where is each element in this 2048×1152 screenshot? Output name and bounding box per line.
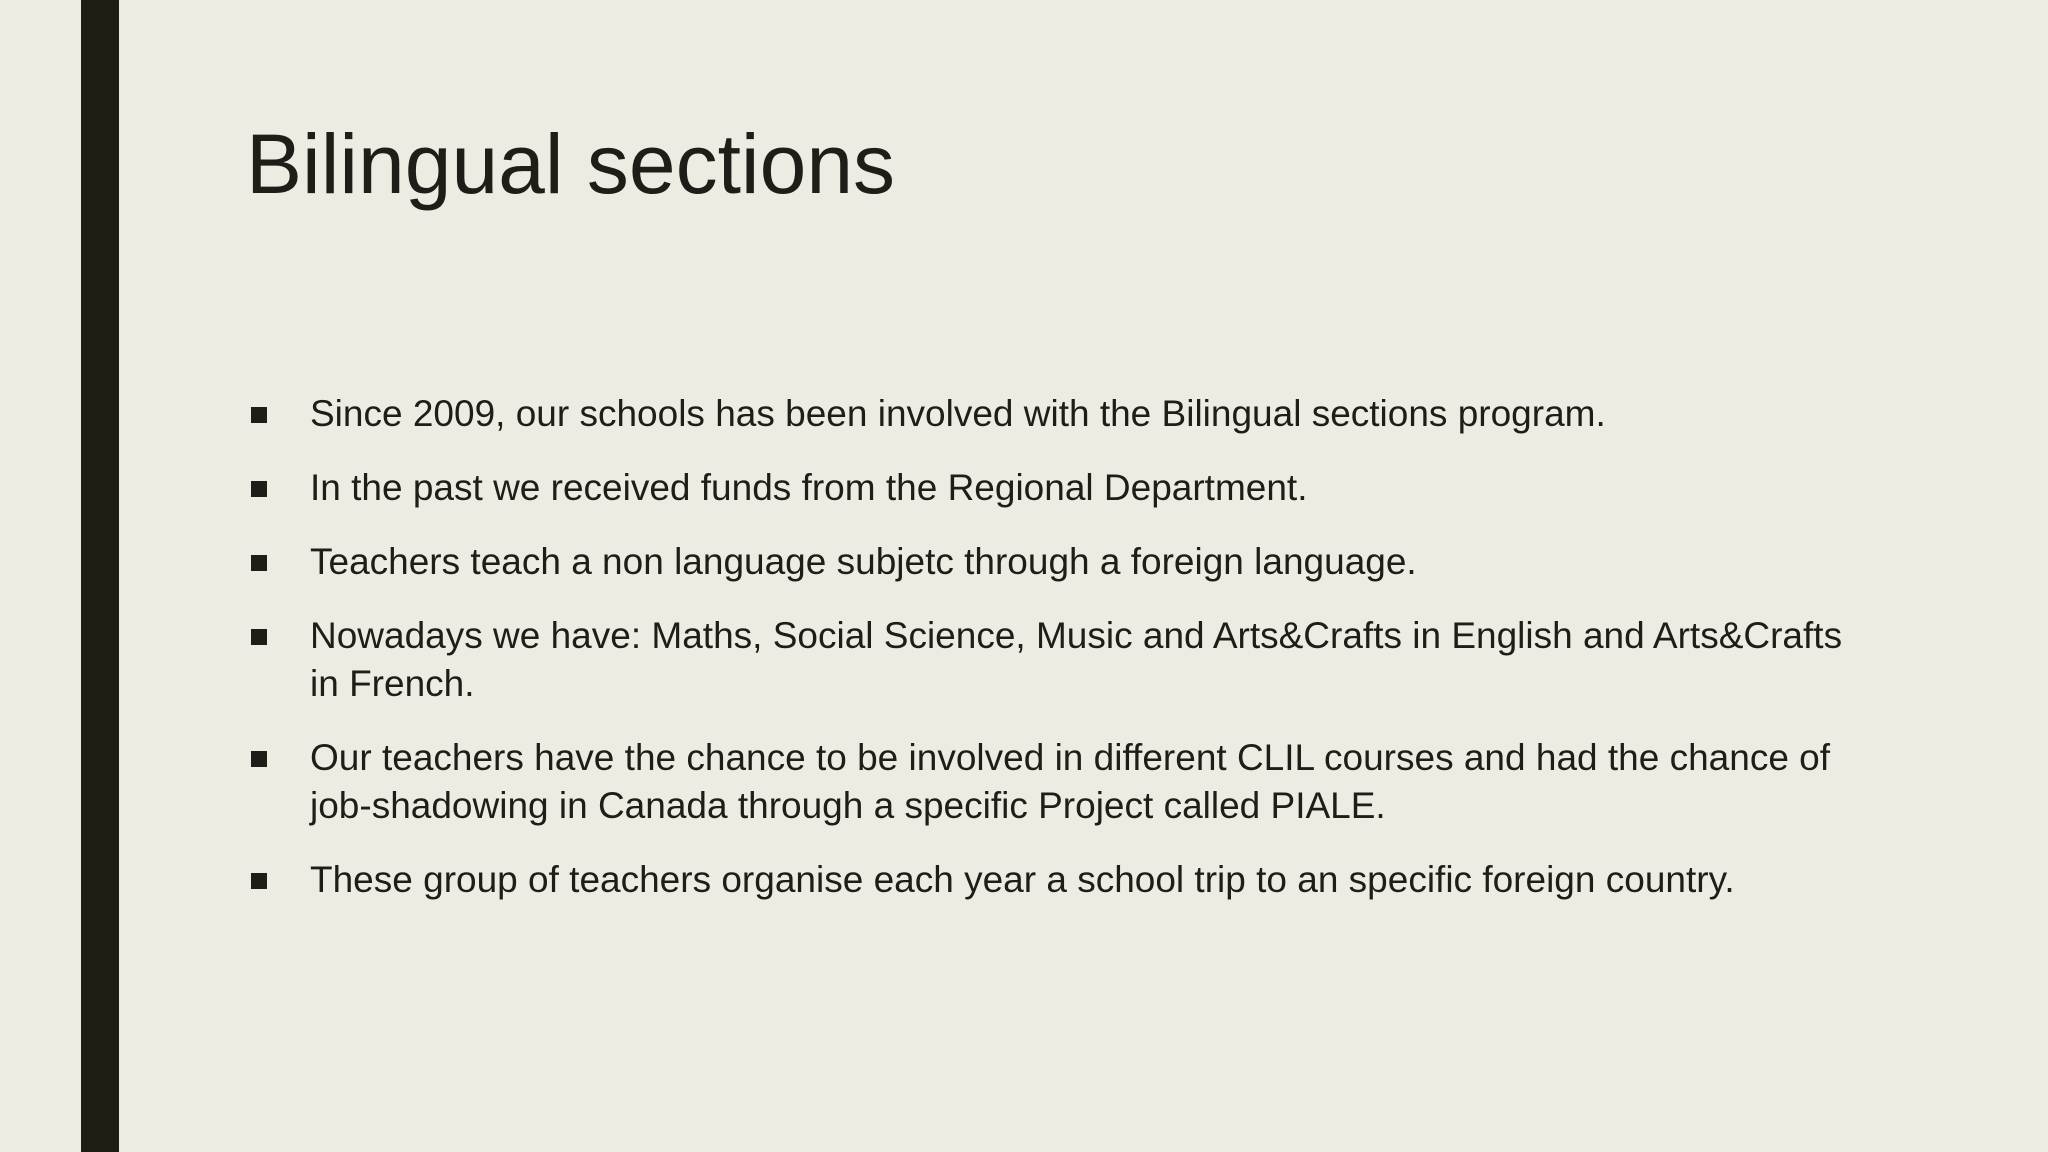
bullet-text: In the past we received funds from the Regional Department. [310, 467, 1308, 508]
slide-title: Bilingual sections [246, 117, 896, 211]
bullet-text: These group of teachers organise each year a school trip to an specific foreign country. [310, 859, 1735, 900]
list-item [246, 856, 1866, 904]
square-bullet-icon [251, 751, 267, 767]
list-item [246, 538, 1866, 586]
bullet-text: Our teachers have the chance to be involved in different CLIL courses and had the chance of job-shadowing in Canada through a specific Project called PIALE. [310, 737, 1831, 826]
bullet-text: Since 2009, our schools has been involved with the Bilingual sections program. [310, 393, 1606, 434]
square-bullet-icon [251, 629, 267, 645]
square-bullet-icon [251, 407, 267, 423]
list-item [246, 734, 1866, 830]
square-bullet-icon [251, 873, 267, 889]
square-bullet-icon [251, 555, 267, 571]
bullet-text: Nowadays we have: Maths, Social Science, Music and Arts&Crafts in English and Arts&Crafts in French. [310, 615, 1843, 704]
square-bullet-icon [251, 481, 267, 497]
list-item [246, 464, 1866, 512]
list-item [246, 612, 1866, 708]
list-item [246, 390, 1866, 438]
bullet-text: Teachers teach a non language subjetc through a foreign language. [310, 541, 1417, 582]
accent-bar [81, 0, 119, 1152]
bullet-list [246, 390, 1866, 930]
